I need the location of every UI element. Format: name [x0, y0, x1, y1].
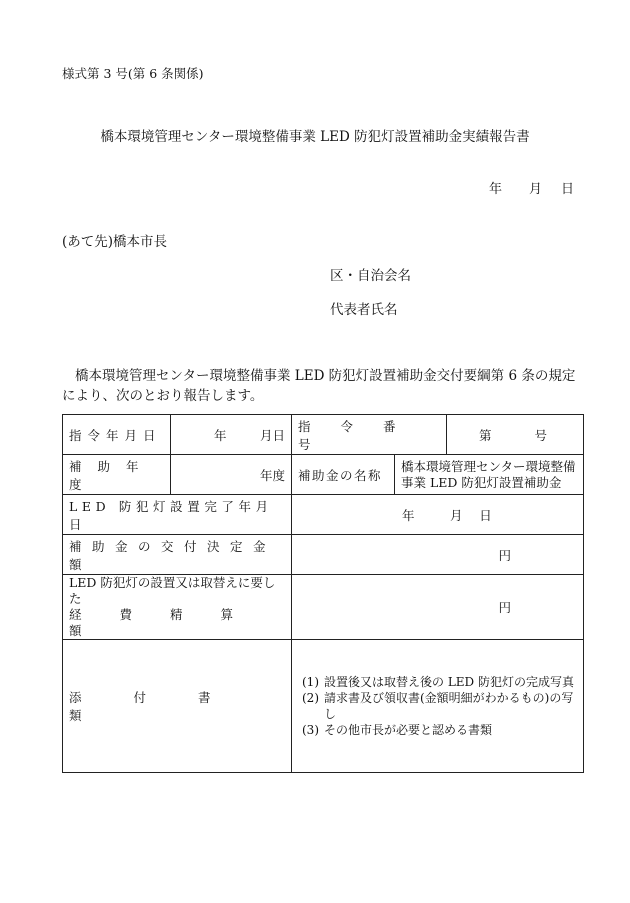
table-row: [63, 575, 584, 640]
expense-label-line2: 経費精算額: [69, 607, 272, 638]
completion-date-month: 月: [449, 507, 463, 523]
order-date-label: [69, 426, 164, 444]
date-day-label: 日: [560, 182, 574, 197]
document-title: 橋本環境管理センター環境整備事業 LED 防犯灯設置補助金実績報告書: [100, 129, 530, 145]
completion-date-label-cell: [63, 495, 292, 535]
date-year-label: 年: [488, 182, 502, 197]
attachment-text: その他市長が必要と認める書類: [324, 723, 493, 737]
decision-amount-label-cell: [63, 535, 292, 575]
order-date-year: 年: [213, 427, 227, 443]
fiscal-year-suffix: 年度: [259, 467, 285, 483]
attachment-text: 設置後又は取替え後の LED 防犯灯の完成写真: [324, 675, 574, 689]
order-number-suffix: 号: [534, 427, 548, 443]
report-date: [489, 178, 574, 197]
representative-name-label: 代表者氏名: [330, 302, 398, 318]
expense-label-cell: [63, 575, 292, 640]
attachments-list: [302, 674, 577, 738]
list-item: [302, 722, 577, 738]
form-number: 様式第 3 号(第 6 条関係): [62, 66, 204, 81]
attachments-label: 添付書類: [69, 690, 263, 723]
attachment-number: (3): [302, 723, 319, 737]
subsidy-name-label-cell: [292, 455, 395, 495]
order-number-value: [453, 426, 577, 444]
attachments-label-cell: [63, 640, 292, 773]
expense-value-cell[interactable]: [292, 575, 584, 640]
completion-date-label: LED 防犯灯設置完了年月日: [69, 498, 273, 532]
fiscal-year-value-cell[interactable]: [171, 455, 292, 495]
addressee: (あて先)橋本市長: [62, 234, 168, 250]
district-name-label: 区・自治会名: [330, 268, 411, 284]
decision-amount-label: 補助金の交付決定金額: [69, 538, 277, 572]
report-statement: 橋本環境管理センター環境整備事業 LED 防犯灯設置補助金交付要綱第 6 条の規定により、次のとおり報告します。: [62, 368, 576, 404]
completion-date-value-cell[interactable]: [292, 495, 584, 535]
expense-label-line1: LED 防犯灯の設置又は取替えに要した: [69, 575, 276, 606]
completion-date-value: [383, 508, 492, 523]
fiscal-year-label-cell: [63, 455, 171, 495]
attachments-list-cell: [292, 640, 584, 773]
order-date-month: 月: [259, 427, 273, 443]
subsidy-name-value: 橋本環境管理センター環境整備事業 LED 防犯灯設置補助金: [401, 458, 576, 490]
date-month-label: 月: [528, 182, 542, 197]
table-row: [63, 415, 584, 455]
order-number-label-cell: [292, 415, 447, 455]
table-row: [63, 455, 584, 495]
attachment-text: 請求書及び領収書(金額明細がわかるもの)の写し: [324, 691, 574, 721]
report-table: [62, 414, 584, 773]
attachment-number: (2): [302, 691, 319, 705]
table-row: [63, 535, 584, 575]
list-item: [302, 690, 577, 722]
completion-date-day: 日: [479, 507, 492, 523]
expense-unit: 円: [498, 600, 512, 615]
order-date-label-cell: [63, 415, 171, 455]
table-row: [63, 640, 584, 773]
table-row: [63, 495, 584, 535]
order-date-day: 日: [272, 427, 285, 443]
decision-amount-unit: 円: [498, 547, 512, 563]
subsidy-name-value-cell: [395, 455, 584, 495]
fiscal-year-label: 補助年度: [69, 458, 155, 492]
order-number-prefix: 第: [479, 427, 492, 443]
order-date-value-cell[interactable]: [171, 415, 292, 455]
order-date-value: [180, 428, 285, 443]
order-date-label-text: 指令年月日: [69, 427, 162, 443]
subsidy-name-label: 補助金の名称: [298, 467, 383, 483]
order-number-label: 指令番号: [298, 418, 426, 452]
attachment-number: (1): [302, 675, 319, 689]
list-item: [302, 674, 577, 690]
decision-amount-value-cell[interactable]: [292, 535, 584, 575]
completion-date-year: 年: [401, 507, 415, 523]
order-number-value-cell[interactable]: [447, 415, 584, 455]
